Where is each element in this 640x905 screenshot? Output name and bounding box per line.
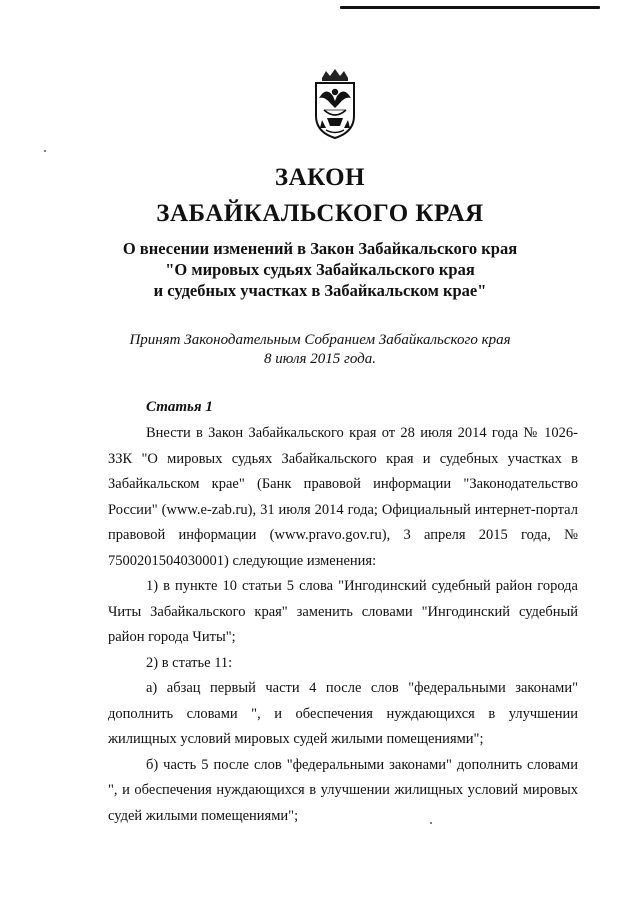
law-subtitle — [0, 238, 640, 301]
paragraph-intro: Внести в Закон Забайкальского края от 28 июля 2014 года № 1026-ЗЗК "О мировых судьях Забайкальского края и судебных участках в Забайкальском крае" (Банк правовой информации "Законодательство России" (www.e-zab.ru), 31 июля 2014 года; Официальный интернет-портал правовой информации (www.pravo.gov.ru), 3 апреля 2015 года, № 7500201504030001) следующие изменения: — [108, 425, 578, 569]
law-title: ЗАКОН — [274, 164, 366, 191]
adoption-note — [0, 331, 640, 369]
zabaykalsky-coat-of-arms-icon — [312, 68, 358, 140]
paragraph-item-2: 2) в статье 11: — [146, 654, 233, 671]
scan-artifact-line — [340, 6, 600, 9]
subtitle-line: О внесении изменений в Закон Забайкальского края — [122, 239, 518, 258]
subtitle-line: и судебных участках в Забайкальском крае" — [153, 281, 487, 300]
subtitle-line: "О мировых судьях Забайкальского края — [165, 260, 475, 279]
adoption-line: Принят Законодательным Собранием Забайкальского края — [129, 332, 511, 348]
paragraph-item-1: 1) в пункте 10 статьи 5 слова "Ингодинский судебный район города Читы Забайкальского края" заменить словами "Ингодинский судебный район города Читы"; — [108, 578, 578, 645]
paragraph-item-2b: б) часть 5 после слов "федеральными законами" дополнить словами ", и обеспечения нуждающихся в улучшении жилищных условий мировых судей жилыми помещениями"; — [108, 756, 578, 824]
paragraph-item-2a: а) абзац первый части 4 после слов "федеральными законами" дополнить словами ", и обеспечения нуждающихся в улучшении жилищных условий мировых судей жилыми помещениями"; — [108, 680, 578, 747]
scan-speck — [44, 150, 46, 152]
adoption-date: 8 июля 2015 года. — [264, 351, 376, 367]
law-region-title: ЗАБАЙКАЛЬСКОГО КРАЯ — [156, 200, 484, 227]
article-body — [108, 421, 578, 829]
article-heading: Статья 1 — [146, 399, 213, 415]
